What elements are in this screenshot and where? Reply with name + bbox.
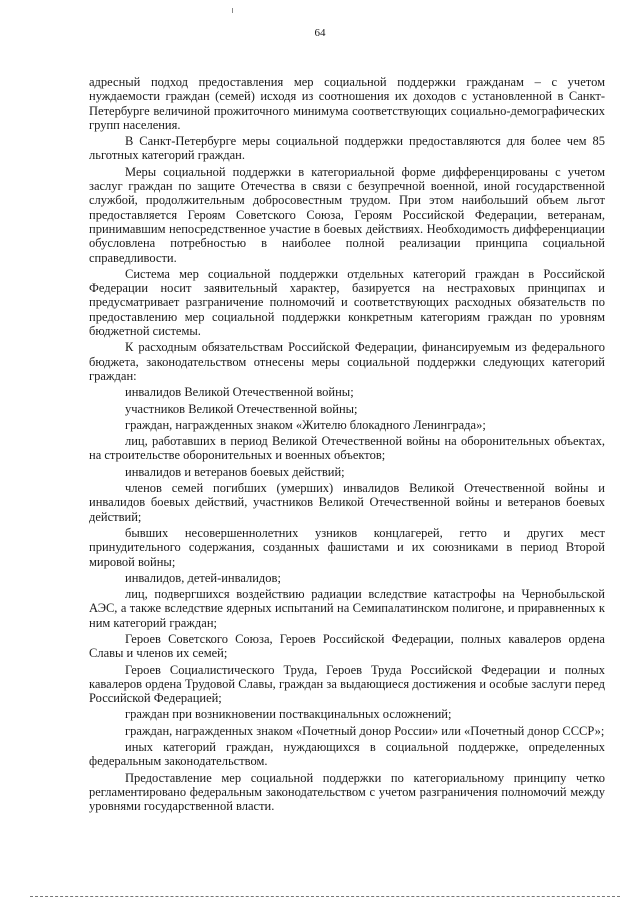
page-number: 64 [314, 27, 326, 39]
scan-edge-line [30, 896, 620, 897]
paragraph-final: Предоставление мер социальной поддержки по категориальному принципу четко регламентировано федеральным законодательством с учетом разграничения полномочий между уровнями государственной власти. [89, 770, 605, 814]
paragraph-5: К расходным обязательствам Российской Федерации, финансируемым из федерального бюджета, законодательством отнесены меры социальной поддержки следующих категорий граждан: [89, 340, 605, 383]
list-item: лиц, работавших в период Великой Отечественной войны на оборонительных объектах, на строительстве оборонительных и военных объектов; [89, 434, 605, 463]
scan-mark [232, 8, 233, 13]
list-item: Героев Социалистического Труда, Героев Труда Российской Федерации и полных кавалеров ордена Трудовой Славы, граждан за выдающиеся достижения и особые заслуги перед Российской Федерацией; [89, 662, 605, 706]
list-item: инвалидов Великой Отечественной войны; [125, 385, 354, 400]
paragraph-2: В Санкт-Петербурге меры социальной поддержки предоставляются для более чем 85 льготных категорий граждан. [89, 134, 605, 163]
list-item: инвалидов и ветеранов боевых действий; [125, 464, 345, 479]
list-item: участников Великой Отечественной войны; [125, 401, 358, 416]
list-item: иных категорий граждан, нуждающихся в социальной поддержке, определенных федеральным законодательством. [89, 740, 605, 769]
paragraph-4: Система мер социальной поддержки отдельных категорий граждан в Российской Федерации носит заявительный характер, базируется на нестраховых принципах и предусматривает разграничение полномочий и соответствующих расходных обязательств по предоставлению мер социальной поддержки конкретным категориям граждан по уровням бюджетной системы. [89, 266, 605, 339]
list-item: граждан, награжденных знаком «Почетный донор России» или «Почетный донор СССР»; [125, 723, 605, 738]
list-item: граждан при возникновении поствакцинальных осложнений; [125, 707, 452, 722]
paragraph-1: адресный подход предоставления мер социальной поддержки гражданам – с учетом нуждаемости граждан (семей) исходя из соотношения их доходов с установленной в Санкт-Петербурге величиной прожиточного минимума соответствующих социально-демографических групп населения. [89, 75, 605, 132]
list-item: бывших несовершеннолетних узников концлагерей, гетто и других мест принудительного содержания, созданных фашистами и их союзниками в период Второй мировой войны; [89, 525, 605, 569]
list-item: лиц, подвергшихся воздействию радиации вследствие катастрофы на Чернобыльской АЭС, а также вследствие ядерных испытаний на Семипалатинском полигоне, и приравненных к ним категорий граждан; [89, 587, 605, 630]
list-item: граждан, награжденных знаком «Жителю блокадного Ленинграда»; [125, 417, 486, 432]
list-item: членов семей погибших (умерших) инвалидов Великой Отечественной войны и инвалидов боевых действий, участников Великой Отечественной войны и ветеранов боевых действий; [89, 481, 605, 524]
paragraph-3: Меры социальной поддержки в категориальной форме дифференцированы с учетом заслуг граждан по защите Отечества в связи с безупречной военной, иной государственной службой, продолжительным добросовестным трудом. При этом наибольший объем льгот предоставляется Героям Советского Союза, Героям Российской Федерации, ветеранам, принимавшим непосредственное участие в боевых действиях. Необходимость дифференциации обусловлена потребностью в наиболее полной реализации принципа социальной справедливости. [89, 164, 605, 265]
document-body [89, 75, 605, 814]
list-item: Героев Советского Союза, Героев Российской Федерации, полных кавалеров ордена Славы и членов их семей; [89, 631, 605, 661]
list-item: инвалидов, детей-инвалидов; [125, 570, 281, 585]
